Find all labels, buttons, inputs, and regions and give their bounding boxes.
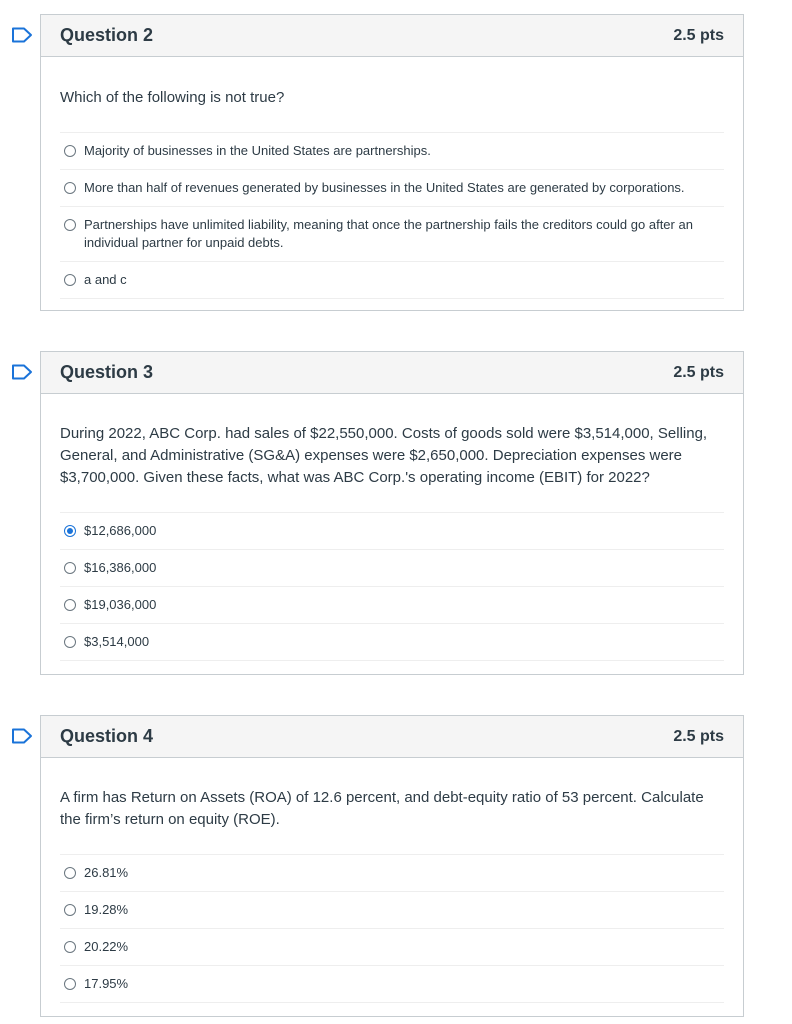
answer-option[interactable]: [60, 169, 724, 206]
answer-option[interactable]: [60, 854, 724, 891]
answer-label: Partnerships have unlimited liability, meaning that once the partnership fails the creditors could go after an individual partner for unpaid debts.: [84, 217, 693, 250]
question-text: A firm has Return on Assets (ROA) of 12.6 percent, and debt-equity ratio of 53 percent. Calculate the firm’s return on equity (ROE).: [60, 789, 704, 828]
answer-option[interactable]: [60, 891, 724, 928]
radio-button[interactable]: [64, 599, 76, 611]
flag-question-icon[interactable]: [11, 728, 33, 744]
question-text: During 2022, ABC Corp. had sales of $22,550,000. Costs of goods sold were $3,514,000, Selling, General, and Administrative (SG&A) expenses were $2,650,000. Depreciation expenses were $3,700,000. Given these facts, what was ABC Corp.'s operating income (EBIT) for 2022?: [60, 425, 708, 486]
question-points: 2.5 pts: [673, 363, 724, 381]
answer-option[interactable]: [60, 261, 724, 298]
radio-button[interactable]: [64, 636, 76, 648]
answer-list: [60, 512, 724, 661]
question-title: Question 3: [60, 362, 154, 382]
answer-label: $19,036,000: [84, 597, 157, 612]
radio-button[interactable]: [64, 145, 76, 157]
radio-button-selected[interactable]: [64, 525, 76, 537]
radio-button[interactable]: [64, 182, 76, 194]
radio-button[interactable]: [64, 274, 76, 286]
question-points: 2.5 pts: [673, 727, 724, 745]
answer-label: a and c: [84, 272, 127, 287]
answer-option[interactable]: [60, 623, 724, 660]
answer-list: [60, 132, 724, 299]
question-header: [41, 716, 743, 758]
answer-label: 20.22%: [84, 939, 129, 954]
question-points: 2.5 pts: [673, 26, 724, 44]
answer-option[interactable]: [60, 965, 724, 1002]
answer-label: Majority of businesses in the United States are partnerships.: [84, 143, 431, 158]
answer-option[interactable]: [60, 928, 724, 965]
radio-button[interactable]: [64, 941, 76, 953]
answer-label: 19.28%: [84, 902, 129, 917]
radio-button[interactable]: [64, 904, 76, 916]
question-header: [41, 352, 743, 394]
answer-label: $12,686,000: [84, 523, 157, 538]
answer-option[interactable]: [60, 512, 724, 549]
question-title: Question 4: [60, 726, 154, 746]
answer-label: 26.81%: [84, 865, 129, 880]
question-title: Question 2: [60, 25, 154, 45]
question-header: [41, 15, 743, 57]
question-card: [40, 715, 744, 1017]
answer-list: [60, 854, 724, 1003]
answer-label: 17.95%: [84, 976, 129, 991]
answer-option[interactable]: [60, 586, 724, 623]
answer-label: $3,514,000: [84, 634, 150, 649]
question-card: [40, 14, 744, 311]
answer-option[interactable]: [60, 132, 724, 169]
answer-option[interactable]: [60, 549, 724, 586]
answer-label: More than half of revenues generated by businesses in the United States are generated by corporations.: [84, 180, 685, 195]
question-text: Which of the following is not true?: [60, 89, 285, 106]
radio-button[interactable]: [64, 562, 76, 574]
radio-button[interactable]: [64, 219, 76, 231]
question-card: [40, 351, 744, 675]
flag-question-icon[interactable]: [11, 364, 33, 380]
answer-option[interactable]: [60, 206, 724, 261]
flag-question-icon[interactable]: [11, 27, 33, 43]
answer-label: $16,386,000: [84, 560, 157, 575]
radio-button[interactable]: [64, 867, 76, 879]
radio-button[interactable]: [64, 978, 76, 990]
